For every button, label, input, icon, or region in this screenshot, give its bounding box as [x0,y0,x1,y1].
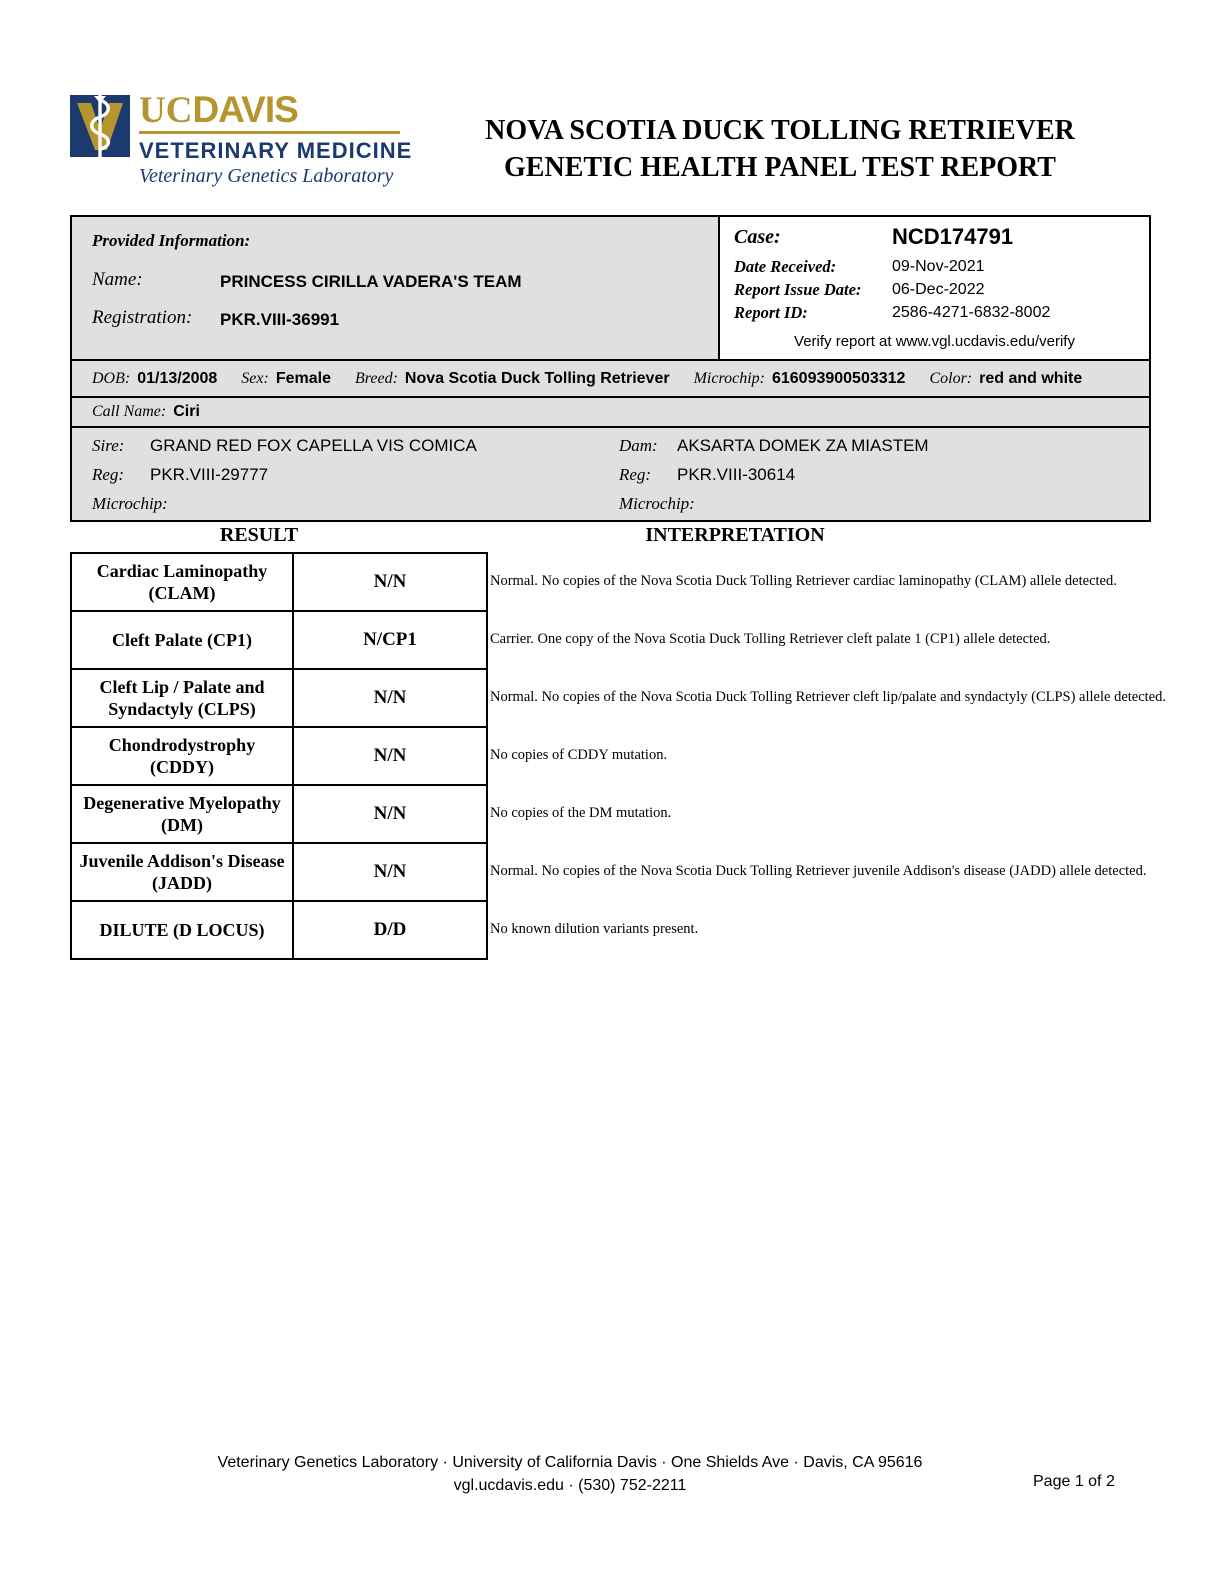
result-header: RESULT [219,524,299,546]
case-value: NCD174791 [892,224,1014,249]
name-label: Name: [92,269,143,290]
dob-label: DOB: [92,369,131,387]
sire-label: Sire: [92,436,125,455]
table-row [71,669,487,727]
sire-reg-label: Reg: [92,465,125,484]
test-name-cell: Degenerative Myelopathy (DM) [71,785,293,843]
footer-address [150,1451,990,1497]
microchip-label: Microchip: [693,369,765,387]
dam-value: AKSARTA DOMEK ZA MIASTEM [677,436,929,455]
name-value: PRINCESS CIRILLA VADERA'S TEAM [220,272,522,291]
interpretation-text: Normal. No copies of the Nova Scotia Duck Tolling Retriever juvenile Addison's disease (JADD) allele detected. [490,862,1147,879]
footer-line1: Veterinary Genetics Laboratory · University of California Davis · One Shields Ave · Davis, CA 95616 [217,1454,923,1471]
logo-uc: UC [139,90,193,131]
dob-value: 01/13/2008 [137,369,218,387]
report-id-label: Report ID: [734,303,808,322]
logo-gold-rule [139,131,400,134]
test-name-cell: Chondrodystrophy (CDDY) [71,727,293,785]
table-row [71,901,487,959]
test-name-cell: DILUTE (D LOCUS) [71,901,293,959]
report-issue-date-value: 06-Dec-2022 [892,281,985,298]
sire-column [92,436,477,523]
result-value-cell: N/CP1 [293,611,487,669]
color-value: red and white [979,369,1083,387]
top-info-box [70,215,1151,361]
call-name-value: Ciri [173,403,200,420]
report-title-line2: GENETIC HEALTH PANEL TEST REPORT [504,152,1056,183]
case-panel [720,217,1149,359]
table-row [71,553,487,611]
report-title [430,112,1130,186]
test-name-cell: Cardiac Laminopathy (CLAM) [71,553,293,611]
sex-label: Sex: [241,369,269,387]
microchip-value: 616093900503312 [771,369,906,387]
dam-column [619,436,929,523]
dam-reg-label: Reg: [619,465,652,484]
registration-value: PKR.VIII-36991 [220,310,340,329]
result-value-cell: N/N [293,553,487,611]
provided-information-heading: Provided Information: [92,231,251,250]
color-label: Color: [929,369,973,387]
table-row [71,727,487,785]
registration-label: Registration: [92,307,193,328]
date-received-label: Date Received: [734,257,837,276]
interpretation-text: No copies of CDDY mutation. [490,746,668,763]
sex-value: Female [275,369,331,387]
vgl-caduceus-icon [70,93,130,160]
table-row [71,785,487,843]
interpretation-header: INTERPRETATION [645,524,825,546]
page-number: Page 1 of 2 [1033,1473,1115,1490]
footer-line2: vgl.ucdavis.edu · (530) 752-2211 [453,1477,687,1494]
case-label: Case: [734,226,781,248]
table-row [71,843,487,901]
call-name-bar [70,396,1151,428]
interpretation-text: No copies of the DM mutation. [490,804,672,821]
provided-information-panel [72,217,720,359]
test-name-cell: Juvenile Addison's Disease (JADD) [71,843,293,901]
result-table [70,552,488,960]
report-issue-date-label: Report Issue Date: [734,280,862,299]
parents-bar [70,426,1151,522]
breed-value: Nova Scotia Duck Tolling Retriever [404,369,670,387]
interpretation-text: Normal. No copies of the Nova Scotia Duck Tolling Retriever cardiac laminopathy (CLAM) allele detected. [490,572,1117,589]
breed-label: Breed: [354,369,398,387]
result-value-cell: N/N [293,727,487,785]
result-value-cell: D/D [293,901,487,959]
logo-davis: DAVIS [192,89,298,130]
dam-microchip-label: Microchip: [619,494,695,513]
test-name-cell: Cleft Palate (CP1) [71,611,293,669]
dam-label: Dam: [619,436,658,455]
result-value-cell: N/N [293,669,487,727]
report-id-value: 2586-4271-6832-8002 [892,304,1051,321]
interpretation-text: Normal. No copies of the Nova Scotia Duck Tolling Retriever cleft lip/palate and syndactyly (CLPS) allele detected. [490,688,1166,705]
ucdavis-logo [70,89,413,188]
result-value-cell: N/N [293,785,487,843]
result-value-cell: N/N [293,843,487,901]
test-name-cell: Cleft Lip / Palate and Syndactyly (CLPS) [71,669,293,727]
verify-report-text: Verify report at www.vgl.ucdavis.edu/verify [794,333,1075,350]
interpretation-text: No known dilution variants present. [490,920,699,937]
logo-vet-med: VETERINARY MEDICINE [139,138,413,163]
interpretation-column [490,552,1174,958]
logo-text [139,89,413,188]
call-name-label: Call Name: [92,403,167,420]
dam-reg-value: PKR.VIII-30614 [677,465,796,484]
animal-info-bar [70,359,1151,398]
sire-value: GRAND RED FOX CAPELLA VIS COMICA [150,436,477,455]
sire-reg-value: PKR.VIII-29777 [150,465,269,484]
logo-lab-name: Veterinary Genetics Laboratory [139,165,394,187]
interpretation-text: Carrier. One copy of the Nova Scotia Duck Tolling Retriever cleft palate 1 (CP1) allele detected. [490,630,1051,647]
sire-microchip-label: Microchip: [92,494,168,513]
table-row [71,611,487,669]
date-received-value: 09-Nov-2021 [892,258,985,275]
logo-wordmark [139,89,412,131]
report-title-line1: NOVA SCOTIA DUCK TOLLING RETRIEVER [485,115,1075,146]
